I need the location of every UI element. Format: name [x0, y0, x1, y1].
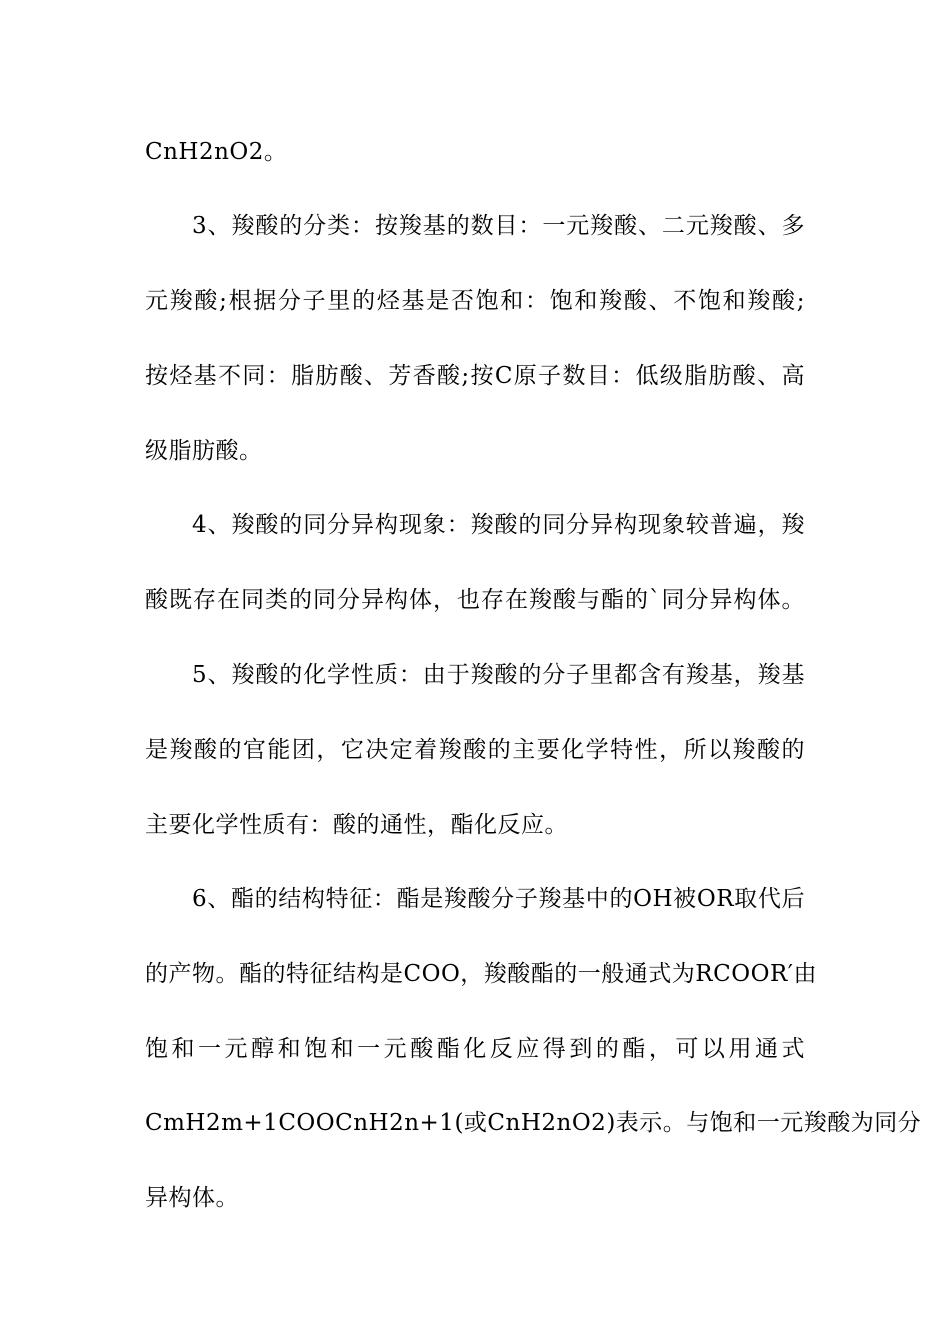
text-line-10: 主要化学性质有：酸的通性，酯化反应。: [145, 812, 568, 838]
text-line-3: 元羧酸;根据分子里的烃基是否饱和：饱和羧酸、不饱和羧酸;: [145, 288, 805, 314]
text-line-12: 的产物。酯的特征结构是COO，羧酸酯的一般通式为RCOOR′由: [145, 961, 817, 987]
text-line-7: 酸既存在同类的同分异构体，也存在羧酸与酯的`同分异构体。: [145, 587, 805, 613]
text-line-8: 5、羧酸的化学性质：由于羧酸的分子里都含有羧基，羧基: [192, 662, 805, 688]
text-line-11: 6、酯的结构特征：酯是羧酸分子羧基中的OH被OR取代后: [192, 886, 805, 912]
text-line-1: CnH2nO2。: [145, 139, 288, 165]
text-line-5: 级脂肪酸。: [145, 438, 263, 464]
text-line-14: CmH2m+1COOCnH2n+1(或CnH2nO2)表示。与饱和一元羧酸为同分: [145, 1110, 922, 1136]
text-line-4: 按烃基不同：脂肪酸、芳香酸;按C原子数目：低级脂肪酸、高: [145, 363, 805, 389]
text-line-13: 饱和一元醇和饱和一元酸酯化反应得到的酯，可以用通式: [145, 1036, 805, 1062]
text-line-15: 异构体。: [145, 1185, 239, 1211]
text-line-6: 4、羧酸的同分异构现象：羧酸的同分异构现象较普遍，羧: [192, 512, 805, 538]
text-line-2: 3、羧酸的分类：按羧基的数目：一元羧酸、二元羧酸、多: [192, 213, 805, 239]
text-line-9: 是羧酸的官能团，它决定着羧酸的主要化学特性，所以羧酸的: [145, 737, 805, 763]
